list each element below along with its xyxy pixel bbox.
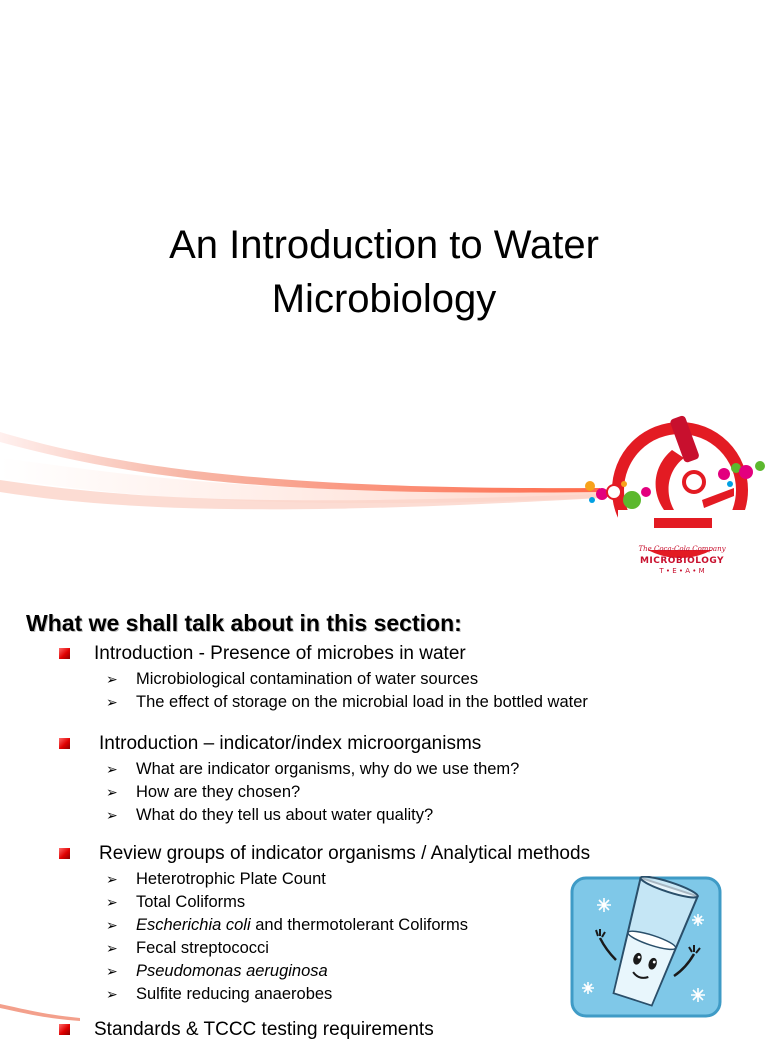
agenda-sub-item bbox=[0, 781, 768, 804]
agenda-sub-label: Microbiological contamination of water sources bbox=[136, 670, 479, 688]
arrow-bullet-icon: ➢ bbox=[106, 940, 118, 956]
agenda-sub-item bbox=[0, 691, 768, 714]
arrow-bullet-icon: ➢ bbox=[106, 694, 118, 710]
agenda-sub-label: What are indicator organisms, why do we use them? bbox=[136, 760, 520, 778]
agenda-group-1 bbox=[0, 640, 768, 714]
logo-company-name: The Coca-Cola Company bbox=[638, 545, 726, 553]
agenda-sub-label: The effect of storage on the microbial load in the bottled water bbox=[136, 693, 588, 711]
agenda-group-2 bbox=[0, 730, 768, 827]
agenda-sub-label-italic: Pseudomonas aeruginosa bbox=[136, 962, 328, 980]
agenda-main-label: Standards & TCCC testing requirements bbox=[94, 1019, 434, 1040]
arrow-bullet-icon: ➢ bbox=[106, 807, 118, 823]
arrow-bullet-icon: ➢ bbox=[106, 871, 118, 887]
agenda-main-item bbox=[0, 1016, 768, 1044]
arrow-bullet-icon: ➢ bbox=[106, 986, 118, 1002]
agenda-sub-label: Sulfite reducing anaerobes bbox=[136, 985, 333, 1003]
arrow-bullet-icon: ➢ bbox=[106, 894, 118, 910]
logo-microbiology-label: MICROBIOLOGY bbox=[639, 556, 725, 566]
agenda-sub-label: How are they chosen? bbox=[136, 783, 301, 801]
section-heading: What we shall talk about in this section: bbox=[26, 610, 462, 636]
arrow-bullet-icon: ➢ bbox=[106, 963, 118, 979]
agenda-sub-label: Fecal streptococci bbox=[136, 939, 269, 957]
title-line-2: Microbiology bbox=[271, 277, 497, 321]
agenda-sub-label: and thermotolerant Coliforms bbox=[250, 916, 468, 934]
red-swoosh-decoration-small bbox=[0, 1000, 80, 1024]
red-square-bullet-icon bbox=[59, 848, 70, 859]
agenda-sub-item bbox=[0, 804, 768, 827]
slide-title bbox=[84, 218, 684, 326]
agenda-sub-item bbox=[0, 668, 768, 691]
arrow-bullet-icon: ➢ bbox=[106, 917, 118, 933]
red-square-bullet-icon bbox=[59, 1024, 70, 1035]
arrow-bullet-icon: ➢ bbox=[106, 784, 118, 800]
agenda-main-item bbox=[0, 640, 768, 668]
arrow-bullet-icon: ➢ bbox=[106, 761, 118, 777]
red-square-bullet-icon bbox=[59, 738, 70, 749]
agenda-main-item bbox=[0, 730, 768, 758]
red-square-bullet-icon bbox=[59, 648, 70, 659]
agenda-sub-label: Heterotrophic Plate Count bbox=[136, 870, 326, 888]
agenda-main-item bbox=[0, 840, 768, 868]
agenda-main-label: Introduction - Presence of microbes in water bbox=[94, 643, 466, 664]
arrow-bullet-icon: ➢ bbox=[106, 671, 118, 687]
agenda-main-label: Introduction – indicator/index microorganisms bbox=[99, 733, 482, 754]
agenda-sub-label: What do they tell us about water quality? bbox=[136, 806, 434, 824]
logo-team-label: T • E • A • M bbox=[659, 567, 705, 575]
water-glass-illustration bbox=[570, 876, 722, 1018]
title-line-1: An Introduction to Water bbox=[169, 223, 599, 267]
agenda-sub-label-italic: Escherichia coli bbox=[136, 916, 251, 934]
agenda-sub-label: Total Coliforms bbox=[136, 893, 246, 911]
agenda-sub-item bbox=[0, 758, 768, 781]
agenda-main-label: Review groups of indicator organisms / Analytical methods bbox=[99, 843, 591, 864]
agenda-group-4 bbox=[0, 1016, 768, 1044]
microbiology-team-logo bbox=[584, 410, 768, 580]
red-swoosh-decoration bbox=[0, 418, 600, 528]
